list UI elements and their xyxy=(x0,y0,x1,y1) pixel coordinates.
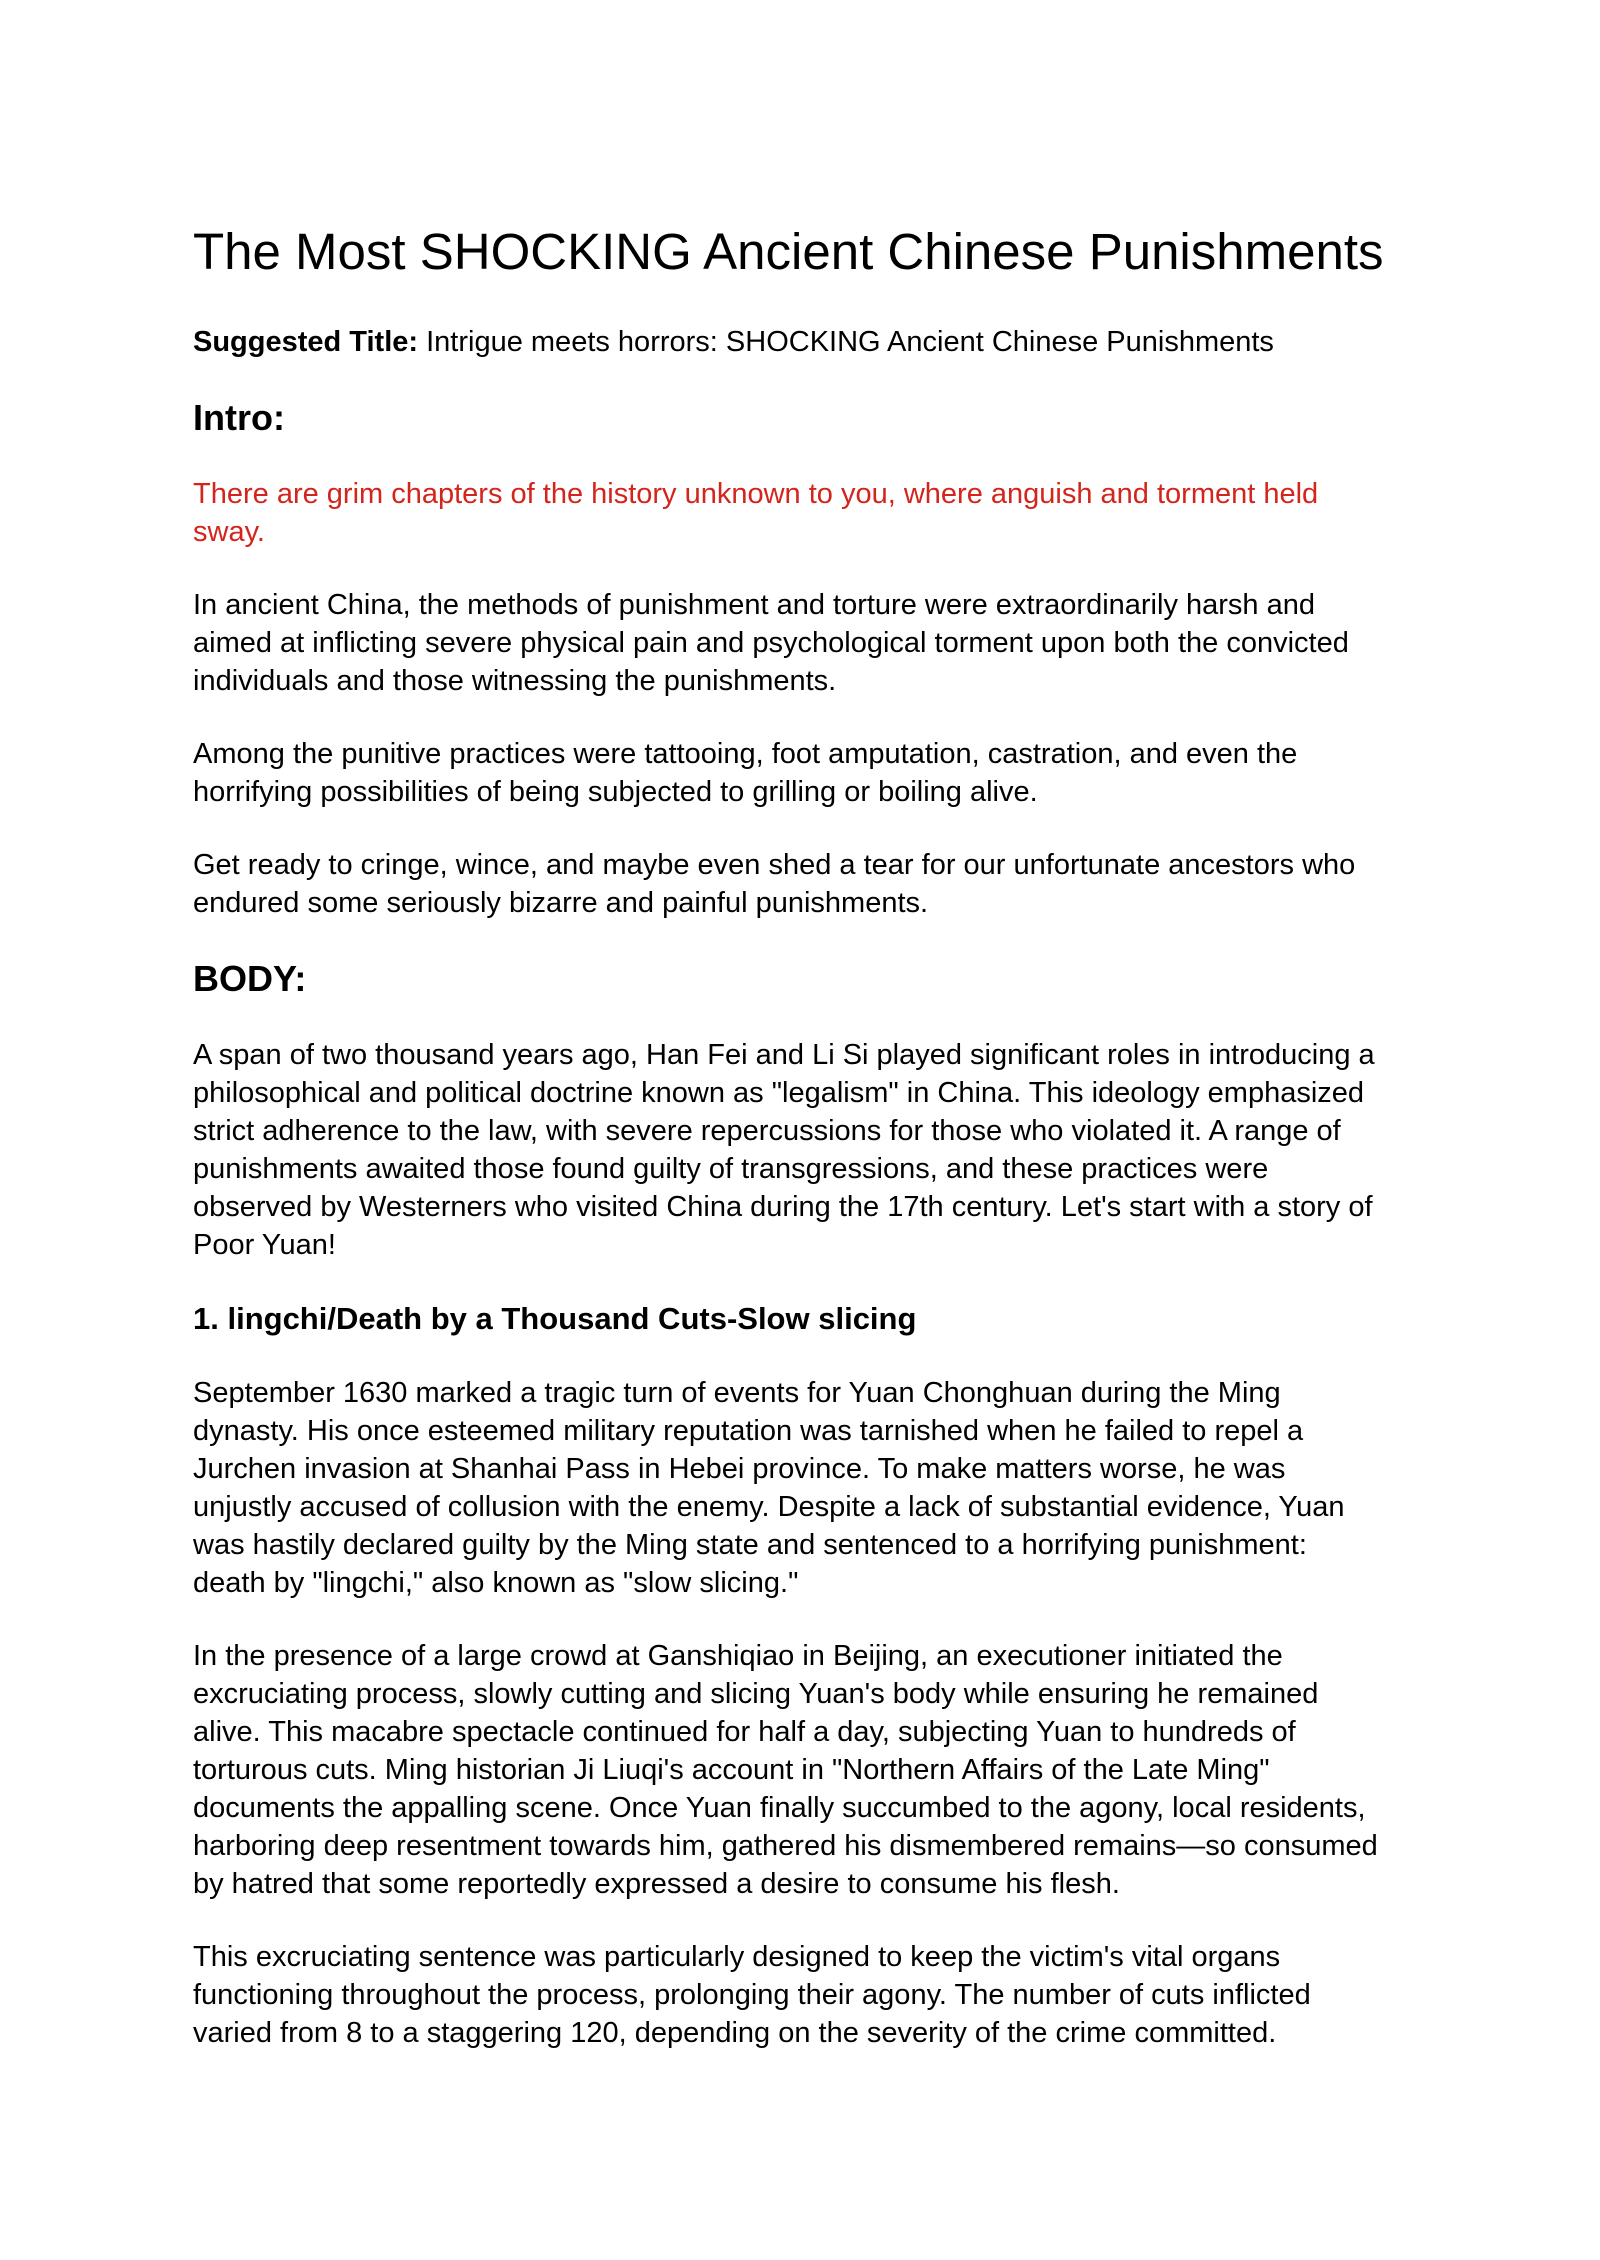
intro-paragraph-1: In ancient China, the methods of punishment and torture were extraordinarily harsh and aimed at inflicting severe physical pain and psychological torment upon both the convicted individuals and those witnessing the punishments. xyxy=(193,589,1349,697)
document-title: The Most SHOCKING Ancient Chinese Punishments xyxy=(193,223,1384,280)
body-heading: BODY: xyxy=(193,958,307,999)
section-1-paragraph-1: September 1630 marked a tragic turn of events for Yuan Chonghuan during the Ming dynasty. His once esteemed military reputation was tarnished when he failed to repel a Jurchen invasion at Shanhai Pass in Hebei province. To make matters worse, he was unjustly accused of collusion with the enemy. Despite a lack of substantial evidence, Yuan was hastily declared guilty by the Ming state and sentenced to a horrifying punishment: death by "lingchi," also known as "slow slicing." xyxy=(193,1377,1345,1599)
section-1-heading: 1. lingchi/Death by a Thousand Cuts-Slow slicing xyxy=(193,1301,917,1336)
suggested-title-label: Suggested Title: xyxy=(193,326,419,358)
suggested-title-line xyxy=(193,323,1407,361)
intro-heading: Intro: xyxy=(193,397,285,438)
section-1-paragraph-2: In the presence of a large crowd at Ganshiqiao in Beijing, an executioner initiated the excruciating process, slowly cutting and slicing Yuan's body while ensuring he remained alive. This macabre spectacle continued for half a day, subjecting Yuan to hundreds of torturous cuts. Ming historian Ji Liuqi's account in "Northern Affairs of the Late Ming" documents the appalling scene. Once Yuan finally succumbed to the agony, local residents, harboring deep resentment towards him, gathered his dismembered remains—so consumed by hatred that some reportedly expressed a desire to consume his flesh. xyxy=(193,1640,1378,1900)
intro-paragraph-3: Get ready to cringe, wince, and maybe even shed a tear for our unfortunate ancestors who endured some seriously bizarre and painful punishments. xyxy=(193,849,1356,919)
intro-paragraph-2: Among the punitive practices were tattooing, foot amputation, castration, and even the horrifying possibilities of being subjected to grilling or boiling alive. xyxy=(193,738,1298,808)
body-lead-paragraph: A span of two thousand years ago, Han Fei and Li Si played significant roles in introducing a philosophical and political doctrine known as "legalism" in China. This ideology emphasized strict adherence to the law, with severe repercussions for those who violated it. A range of punishments awaited those found guilty of transgressions, and these practices were observed by Westerners who visited China during the 17th century. Let's start with a story of Poor Yuan! xyxy=(193,1039,1375,1261)
intro-hook-red-paragraph: There are grim chapters of the history unknown to you, where anguish and torment held sway. xyxy=(193,478,1319,548)
suggested-title-value: Intrigue meets horrors: SHOCKING Ancient Chinese Punishments xyxy=(418,326,1274,358)
section-1-paragraph-3: This excruciating sentence was particularly designed to keep the victim's vital organs functioning throughout the process, prolonging their agony. The number of cuts inflicted varied from 8 to a staggering 120, depending on the severity of the crime committed. xyxy=(193,1941,1311,2049)
